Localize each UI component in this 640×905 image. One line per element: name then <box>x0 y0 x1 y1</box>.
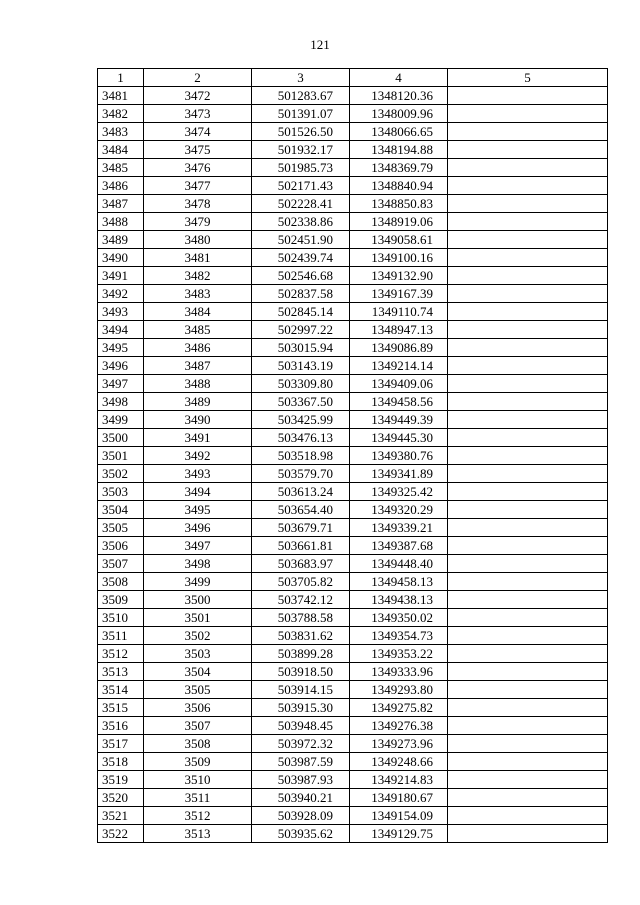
source-point-number-cell: 3495 <box>144 501 252 519</box>
table-row <box>98 375 608 393</box>
source-point-number-cell: 3502 <box>144 627 252 645</box>
y-coordinate-cell: 1349100.16 <box>350 249 448 267</box>
source-point-number-cell: 3503 <box>144 645 252 663</box>
table-row <box>98 105 608 123</box>
note-cell <box>448 87 608 105</box>
y-coordinate-cell: 1349333.96 <box>350 663 448 681</box>
table-row <box>98 645 608 663</box>
table-row <box>98 591 608 609</box>
point-number-cell: 3504 <box>98 501 144 519</box>
y-coordinate-cell: 1349273.96 <box>350 735 448 753</box>
x-coordinate-cell: 503518.98 <box>252 447 350 465</box>
y-coordinate-cell: 1349445.30 <box>350 429 448 447</box>
note-cell <box>448 267 608 285</box>
y-coordinate-cell: 1349167.39 <box>350 285 448 303</box>
source-point-number-cell: 3500 <box>144 591 252 609</box>
y-coordinate-cell: 1349339.21 <box>350 519 448 537</box>
source-point-number-cell: 3482 <box>144 267 252 285</box>
note-cell <box>448 645 608 663</box>
table-row <box>98 357 608 375</box>
column-header-3: 3 <box>252 69 350 87</box>
column-header-5: 5 <box>448 69 608 87</box>
point-number-cell: 3487 <box>98 195 144 213</box>
source-point-number-cell: 3491 <box>144 429 252 447</box>
source-point-number-cell: 3511 <box>144 789 252 807</box>
point-number-cell: 3485 <box>98 159 144 177</box>
note-cell <box>448 537 608 555</box>
table-row <box>98 699 608 717</box>
y-coordinate-cell: 1349438.13 <box>350 591 448 609</box>
x-coordinate-cell: 503683.97 <box>252 555 350 573</box>
y-coordinate-cell: 1349320.29 <box>350 501 448 519</box>
point-number-cell: 3497 <box>98 375 144 393</box>
x-coordinate-cell: 503367.50 <box>252 393 350 411</box>
table-row <box>98 807 608 825</box>
point-number-cell: 3510 <box>98 609 144 627</box>
x-coordinate-cell: 503914.15 <box>252 681 350 699</box>
point-number-cell: 3482 <box>98 105 144 123</box>
table-row <box>98 483 608 501</box>
note-cell <box>448 573 608 591</box>
source-point-number-cell: 3489 <box>144 393 252 411</box>
y-coordinate-cell: 1348066.65 <box>350 123 448 141</box>
point-number-cell: 3503 <box>98 483 144 501</box>
source-point-number-cell: 3506 <box>144 699 252 717</box>
x-coordinate-cell: 503705.82 <box>252 573 350 591</box>
point-number-cell: 3514 <box>98 681 144 699</box>
y-coordinate-cell: 1348369.79 <box>350 159 448 177</box>
table-row <box>98 159 608 177</box>
source-point-number-cell: 3507 <box>144 717 252 735</box>
source-point-number-cell: 3485 <box>144 321 252 339</box>
table-row <box>98 627 608 645</box>
source-point-number-cell: 3498 <box>144 555 252 573</box>
point-number-cell: 3490 <box>98 249 144 267</box>
source-point-number-cell: 3488 <box>144 375 252 393</box>
y-coordinate-cell: 1349354.73 <box>350 627 448 645</box>
y-coordinate-cell: 1349350.02 <box>350 609 448 627</box>
point-number-cell: 3521 <box>98 807 144 825</box>
point-number-cell: 3507 <box>98 555 144 573</box>
source-point-number-cell: 3476 <box>144 159 252 177</box>
note-cell <box>448 177 608 195</box>
point-number-cell: 3489 <box>98 231 144 249</box>
note-cell <box>448 681 608 699</box>
note-cell <box>448 627 608 645</box>
table-header-row <box>98 69 608 87</box>
y-coordinate-cell: 1349086.89 <box>350 339 448 357</box>
source-point-number-cell: 3477 <box>144 177 252 195</box>
x-coordinate-cell: 503476.13 <box>252 429 350 447</box>
note-cell <box>448 519 608 537</box>
table-row <box>98 303 608 321</box>
source-point-number-cell: 3493 <box>144 465 252 483</box>
point-number-cell: 3522 <box>98 825 144 843</box>
y-coordinate-cell: 1349110.74 <box>350 303 448 321</box>
point-number-cell: 3519 <box>98 771 144 789</box>
x-coordinate-cell: 502338.86 <box>252 213 350 231</box>
point-number-cell: 3506 <box>98 537 144 555</box>
point-number-cell: 3513 <box>98 663 144 681</box>
note-cell <box>448 591 608 609</box>
note-cell <box>448 321 608 339</box>
table-body <box>98 87 608 843</box>
source-point-number-cell: 3510 <box>144 771 252 789</box>
x-coordinate-cell: 503742.12 <box>252 591 350 609</box>
point-number-cell: 3493 <box>98 303 144 321</box>
x-coordinate-cell: 503654.40 <box>252 501 350 519</box>
y-coordinate-cell: 1349380.76 <box>350 447 448 465</box>
x-coordinate-cell: 503928.09 <box>252 807 350 825</box>
x-coordinate-cell: 503661.81 <box>252 537 350 555</box>
table-row <box>98 465 608 483</box>
source-point-number-cell: 3490 <box>144 411 252 429</box>
table-row <box>98 501 608 519</box>
source-point-number-cell: 3484 <box>144 303 252 321</box>
y-coordinate-cell: 1349275.82 <box>350 699 448 717</box>
table-row <box>98 249 608 267</box>
x-coordinate-cell: 501526.50 <box>252 123 350 141</box>
table-row <box>98 87 608 105</box>
x-coordinate-cell: 503425.99 <box>252 411 350 429</box>
table-row <box>98 267 608 285</box>
y-coordinate-cell: 1349409.06 <box>350 375 448 393</box>
source-point-number-cell: 3473 <box>144 105 252 123</box>
x-coordinate-cell: 501985.73 <box>252 159 350 177</box>
x-coordinate-cell: 502837.58 <box>252 285 350 303</box>
point-number-cell: 3502 <box>98 465 144 483</box>
source-point-number-cell: 3494 <box>144 483 252 501</box>
table-row <box>98 195 608 213</box>
y-coordinate-cell: 1349458.56 <box>350 393 448 411</box>
table-row <box>98 609 608 627</box>
note-cell <box>448 825 608 843</box>
table-row <box>98 447 608 465</box>
y-coordinate-cell: 1349325.42 <box>350 483 448 501</box>
point-number-cell: 3488 <box>98 213 144 231</box>
y-coordinate-cell: 1349276.38 <box>350 717 448 735</box>
source-point-number-cell: 3504 <box>144 663 252 681</box>
x-coordinate-cell: 503948.45 <box>252 717 350 735</box>
source-point-number-cell: 3478 <box>144 195 252 213</box>
x-coordinate-cell: 502451.90 <box>252 231 350 249</box>
table-row <box>98 555 608 573</box>
note-cell <box>448 339 608 357</box>
note-cell <box>448 303 608 321</box>
point-number-cell: 3517 <box>98 735 144 753</box>
x-coordinate-cell: 502439.74 <box>252 249 350 267</box>
point-number-cell: 3500 <box>98 429 144 447</box>
note-cell <box>448 159 608 177</box>
note-cell <box>448 717 608 735</box>
x-coordinate-cell: 503015.94 <box>252 339 350 357</box>
table-row <box>98 393 608 411</box>
y-coordinate-cell: 1349154.09 <box>350 807 448 825</box>
note-cell <box>448 195 608 213</box>
point-number-cell: 3520 <box>98 789 144 807</box>
y-coordinate-cell: 1349448.40 <box>350 555 448 573</box>
note-cell <box>448 429 608 447</box>
x-coordinate-cell: 503309.80 <box>252 375 350 393</box>
note-cell <box>448 609 608 627</box>
source-point-number-cell: 3479 <box>144 213 252 231</box>
note-cell <box>448 735 608 753</box>
table-row <box>98 753 608 771</box>
x-coordinate-cell: 503579.70 <box>252 465 350 483</box>
x-coordinate-cell: 503987.59 <box>252 753 350 771</box>
note-cell <box>448 285 608 303</box>
x-coordinate-cell: 503831.62 <box>252 627 350 645</box>
table-row <box>98 411 608 429</box>
table-row <box>98 213 608 231</box>
point-number-cell: 3496 <box>98 357 144 375</box>
note-cell <box>448 411 608 429</box>
source-point-number-cell: 3480 <box>144 231 252 249</box>
note-cell <box>448 375 608 393</box>
x-coordinate-cell: 503915.30 <box>252 699 350 717</box>
x-coordinate-cell: 503987.93 <box>252 771 350 789</box>
y-coordinate-cell: 1349129.75 <box>350 825 448 843</box>
point-number-cell: 3491 <box>98 267 144 285</box>
note-cell <box>448 249 608 267</box>
table-row <box>98 681 608 699</box>
x-coordinate-cell: 503788.58 <box>252 609 350 627</box>
source-point-number-cell: 3512 <box>144 807 252 825</box>
table-row <box>98 177 608 195</box>
point-number-cell: 3494 <box>98 321 144 339</box>
page-number: 121 <box>310 37 330 52</box>
y-coordinate-cell: 1349214.14 <box>350 357 448 375</box>
table-row <box>98 663 608 681</box>
x-coordinate-cell: 501391.07 <box>252 105 350 123</box>
x-coordinate-cell: 503918.50 <box>252 663 350 681</box>
x-coordinate-cell: 503940.21 <box>252 789 350 807</box>
note-cell <box>448 483 608 501</box>
point-number-cell: 3498 <box>98 393 144 411</box>
x-coordinate-cell: 503143.19 <box>252 357 350 375</box>
x-coordinate-cell: 502845.14 <box>252 303 350 321</box>
table-row <box>98 537 608 555</box>
point-number-cell: 3481 <box>98 87 144 105</box>
y-coordinate-cell: 1348850.83 <box>350 195 448 213</box>
point-number-cell: 3484 <box>98 141 144 159</box>
note-cell <box>448 393 608 411</box>
x-coordinate-cell: 503972.32 <box>252 735 350 753</box>
column-header-2: 2 <box>144 69 252 87</box>
source-point-number-cell: 3497 <box>144 537 252 555</box>
source-point-number-cell: 3508 <box>144 735 252 753</box>
y-coordinate-cell: 1349449.39 <box>350 411 448 429</box>
table-row <box>98 519 608 537</box>
point-number-cell: 3515 <box>98 699 144 717</box>
y-coordinate-cell: 1348009.96 <box>350 105 448 123</box>
point-number-cell: 3509 <box>98 591 144 609</box>
note-cell <box>448 555 608 573</box>
x-coordinate-cell: 502546.68 <box>252 267 350 285</box>
note-cell <box>448 447 608 465</box>
y-coordinate-cell: 1349387.68 <box>350 537 448 555</box>
point-number-cell: 3499 <box>98 411 144 429</box>
source-point-number-cell: 3501 <box>144 609 252 627</box>
note-cell <box>448 501 608 519</box>
table-row <box>98 429 608 447</box>
source-point-number-cell: 3509 <box>144 753 252 771</box>
note-cell <box>448 753 608 771</box>
y-coordinate-cell: 1349353.22 <box>350 645 448 663</box>
source-point-number-cell: 3487 <box>144 357 252 375</box>
table-row <box>98 573 608 591</box>
table-row <box>98 321 608 339</box>
table-row <box>98 771 608 789</box>
point-number-cell: 3508 <box>98 573 144 591</box>
source-point-number-cell: 3472 <box>144 87 252 105</box>
note-cell <box>448 465 608 483</box>
y-coordinate-cell: 1348947.13 <box>350 321 448 339</box>
source-point-number-cell: 3499 <box>144 573 252 591</box>
note-cell <box>448 231 608 249</box>
point-number-cell: 3501 <box>98 447 144 465</box>
x-coordinate-cell: 503935.62 <box>252 825 350 843</box>
x-coordinate-cell: 501932.17 <box>252 141 350 159</box>
y-coordinate-cell: 1349132.90 <box>350 267 448 285</box>
y-coordinate-cell: 1348919.06 <box>350 213 448 231</box>
note-cell <box>448 771 608 789</box>
column-header-4: 4 <box>350 69 448 87</box>
point-number-cell: 3512 <box>98 645 144 663</box>
point-number-cell: 3495 <box>98 339 144 357</box>
x-coordinate-cell: 502228.41 <box>252 195 350 213</box>
point-number-cell: 3516 <box>98 717 144 735</box>
note-cell <box>448 105 608 123</box>
point-number-cell: 3483 <box>98 123 144 141</box>
y-coordinate-cell: 1349341.89 <box>350 465 448 483</box>
x-coordinate-cell: 503613.24 <box>252 483 350 501</box>
source-point-number-cell: 3483 <box>144 285 252 303</box>
table-row <box>98 141 608 159</box>
table-row <box>98 789 608 807</box>
x-coordinate-cell: 503899.28 <box>252 645 350 663</box>
table-row <box>98 339 608 357</box>
source-point-number-cell: 3505 <box>144 681 252 699</box>
table-row <box>98 231 608 249</box>
source-point-number-cell: 3492 <box>144 447 252 465</box>
point-number-cell: 3511 <box>98 627 144 645</box>
source-point-number-cell: 3475 <box>144 141 252 159</box>
x-coordinate-cell: 501283.67 <box>252 87 350 105</box>
point-number-cell: 3486 <box>98 177 144 195</box>
y-coordinate-cell: 1348120.36 <box>350 87 448 105</box>
source-point-number-cell: 3474 <box>144 123 252 141</box>
note-cell <box>448 789 608 807</box>
x-coordinate-cell: 502171.43 <box>252 177 350 195</box>
table-row <box>98 285 608 303</box>
source-point-number-cell: 3486 <box>144 339 252 357</box>
y-coordinate-cell: 1349214.83 <box>350 771 448 789</box>
point-number-cell: 3492 <box>98 285 144 303</box>
coordinates-table <box>97 68 608 843</box>
point-number-cell: 3518 <box>98 753 144 771</box>
source-point-number-cell: 3481 <box>144 249 252 267</box>
point-number-cell: 3505 <box>98 519 144 537</box>
y-coordinate-cell: 1349058.61 <box>350 231 448 249</box>
note-cell <box>448 213 608 231</box>
x-coordinate-cell: 502997.22 <box>252 321 350 339</box>
column-header-1: 1 <box>98 69 144 87</box>
y-coordinate-cell: 1349293.80 <box>350 681 448 699</box>
note-cell <box>448 357 608 375</box>
y-coordinate-cell: 1349180.67 <box>350 789 448 807</box>
y-coordinate-cell: 1349458.13 <box>350 573 448 591</box>
note-cell <box>448 807 608 825</box>
table-row <box>98 123 608 141</box>
y-coordinate-cell: 1348194.88 <box>350 141 448 159</box>
table-row <box>98 735 608 753</box>
note-cell <box>448 663 608 681</box>
source-point-number-cell: 3513 <box>144 825 252 843</box>
y-coordinate-cell: 1348840.94 <box>350 177 448 195</box>
y-coordinate-cell: 1349248.66 <box>350 753 448 771</box>
x-coordinate-cell: 503679.71 <box>252 519 350 537</box>
table-row <box>98 717 608 735</box>
note-cell <box>448 699 608 717</box>
source-point-number-cell: 3496 <box>144 519 252 537</box>
note-cell <box>448 123 608 141</box>
table-row <box>98 825 608 843</box>
note-cell <box>448 141 608 159</box>
